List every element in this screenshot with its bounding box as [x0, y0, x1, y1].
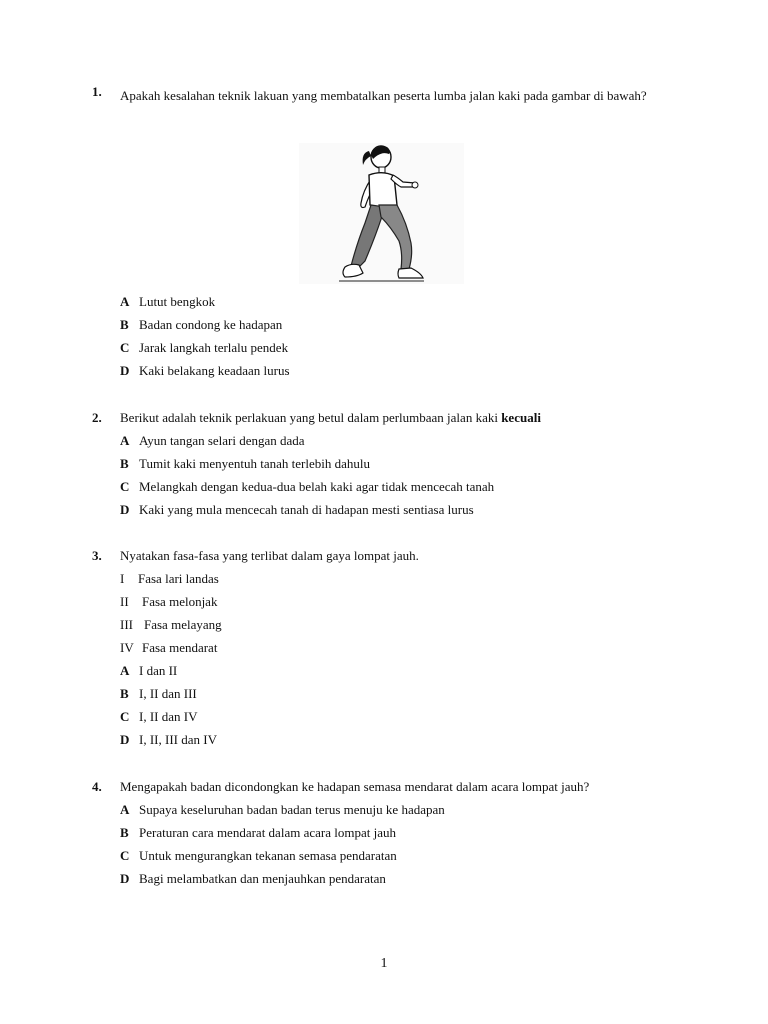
option-a: A Supaya keseluruhan badan badan terus menuju ke hadapan [120, 802, 445, 817]
page-number: 1 [380, 956, 388, 971]
option-b: B Peraturan cara mendarat dalam acara lompat jauh [120, 825, 396, 840]
option-a: A Lutut bengkok [120, 294, 216, 309]
question-1 [92, 84, 676, 107]
question-stem: Berikut adalah teknik perlakuan yang betul dalam perlumbaan jalan kaki kecuali [120, 410, 541, 425]
option-a: A Ayun tangan selari dengan dada [120, 433, 305, 448]
option-b: B I, II dan III [120, 686, 197, 701]
race-walker-figure [299, 143, 464, 284]
emphasis-word: kecuali [501, 410, 541, 425]
question-stem: Apakah kesalahan teknik lakuan yang membatalkan peserta lumba jalan kaki pada gambar di bawah? [120, 88, 647, 103]
question-number: 1. [92, 84, 102, 99]
statement-iv: IV Fasa mendarat [120, 640, 218, 655]
option-c: C Melangkah dengan kedua-dua belah kaki agar tidak mencecah tanah [120, 479, 495, 494]
question-3 [92, 544, 676, 751]
option-d: D Kaki belakang keadaan lurus [120, 363, 290, 378]
question-1-options [92, 290, 676, 382]
option-b: B Tumit kaki menyentuh tanah terlebih dahulu [120, 456, 370, 471]
option-d: D I, II, III dan IV [120, 732, 217, 747]
question-stem: Mengapakah badan dicondongkan ke hadapan semasa mendarat dalam acara lompat jauh? [120, 779, 590, 794]
question-number: 2. [92, 410, 102, 425]
statement-ii: II Fasa melonjak [120, 594, 218, 609]
option-a: A I dan II [120, 663, 178, 678]
statement-i: I Fasa lari landas [120, 571, 219, 586]
option-b: B Badan condong ke hadapan [120, 317, 283, 332]
question-2 [92, 406, 676, 521]
question-number: 3. [92, 548, 102, 563]
option-c: C Jarak langkah terlalu pendek [120, 340, 289, 355]
option-c: C Untuk mengurangkan tekanan semasa pendaratan [120, 848, 397, 863]
option-d: D Bagi melambatkan dan menjauhkan pendaratan [120, 871, 386, 886]
question-4 [92, 775, 676, 890]
statement-iii: III Fasa melayang [120, 617, 222, 632]
option-d: D Kaki yang mula mencecah tanah di hadapan mesti sentiasa lurus [120, 502, 474, 517]
option-c: C I, II dan IV [120, 709, 198, 724]
question-number: 4. [92, 779, 102, 794]
question-stem: Nyatakan fasa-fasa yang terlibat dalam gaya lompat jauh. [120, 548, 419, 563]
